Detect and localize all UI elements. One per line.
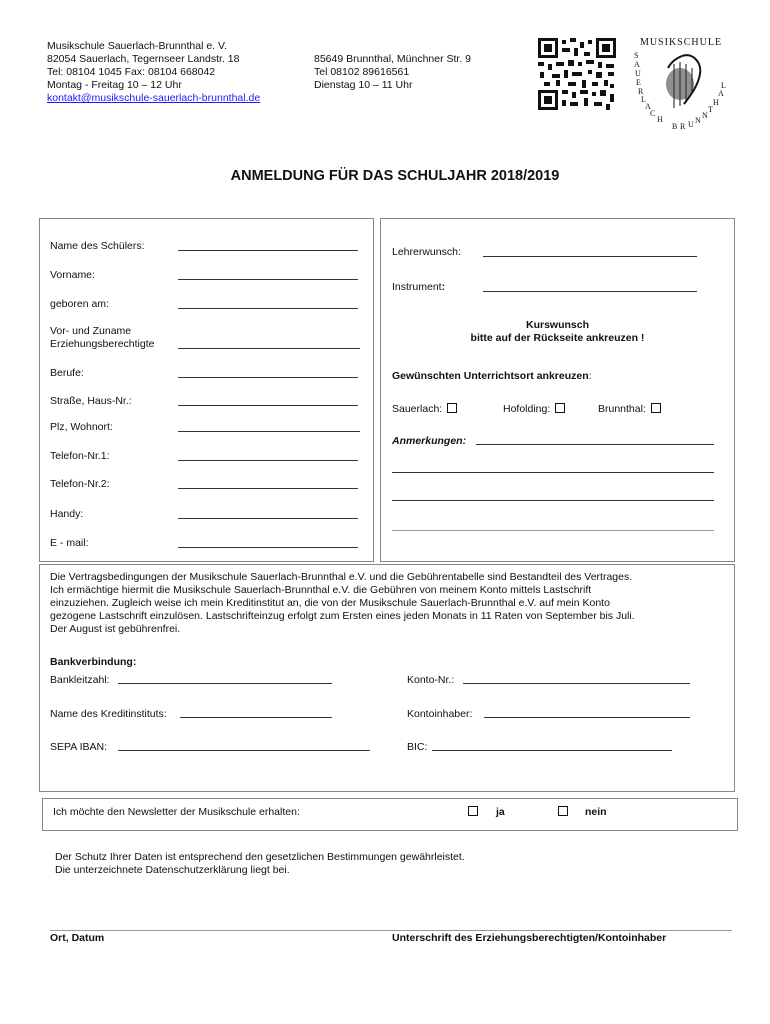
qr-code-icon (538, 38, 616, 110)
checkbox-brunnthal[interactable] (651, 403, 661, 413)
address-line: Musikschule Sauerlach-Brunnthal e. V. (47, 40, 227, 52)
label-professions: Berufe: (50, 367, 84, 379)
newsletter-yes-label: ja (496, 806, 505, 818)
label-birthdate: geboren am: (50, 298, 109, 310)
field-remarks-2[interactable] (392, 472, 714, 473)
field-remarks-3[interactable] (392, 500, 714, 501)
field-email[interactable] (178, 547, 358, 548)
label-bank-name: Name des Kreditinstituts: (50, 708, 167, 720)
email-link[interactable]: kontakt@musikschule-sauerlach-brunnthal.de (47, 92, 261, 104)
label-street: Straße, Haus-Nr.: (50, 395, 132, 407)
checkbox-newsletter-yes[interactable] (468, 806, 478, 816)
field-professions[interactable] (178, 377, 358, 378)
label-phone-2: Telefon-Nr.2: (50, 478, 110, 490)
field-street[interactable] (178, 405, 358, 406)
course-section (380, 218, 735, 562)
field-remarks-1[interactable] (476, 444, 714, 445)
label-mobile: Handy: (50, 508, 84, 520)
location-title: Gewünschten Unterrichtsort ankreuzen: (392, 370, 592, 382)
label-guardian-name-1: Vor- und Zuname (50, 325, 132, 337)
label-zip-city: Plz, Wohnort: (50, 421, 113, 433)
label-bic: BIC: (407, 741, 428, 753)
label-iban: SEPA IBAN: (50, 741, 107, 753)
school-logo-icon (628, 34, 734, 134)
label-place-date: Ort, Datum (50, 932, 105, 944)
field-bank-name[interactable] (180, 717, 332, 718)
address-line: 82054 Sauerlach, Tegernseer Landstr. 18 (47, 53, 240, 65)
newsletter-no-label: nein (585, 806, 607, 818)
address-line: Tel: 08104 1045 Fax: 08104 668042 (47, 66, 216, 78)
course-wish-title: Kurswunsch (525, 319, 589, 331)
label-teacher: Lehrerwunsch: (392, 246, 461, 258)
course-wish-hint: bitte auf der Rückseite ankreuzen ! (470, 332, 645, 344)
address-line: Tel 08102 89616561 (314, 66, 410, 78)
contract-text: Die Vertragsbedingungen der Musikschule Sauerlach-Brunnthal e.V. und die Gebührentabelle sind Bestandteil des Vertrages. Ich ermächtige hiermit die Musikschule Sauerlach-Brunnthal e.V. die Gebühren von meinem Konto mittels Lastschrift einzuziehen. Zugleich weise ich mein Kreditinstitut an, die von der Musikschule Sauerlach-Brunnthal e.V. auf mein Konto gezogene Lastschrift einzulösen. Lastschrifteinzug erfolgt zum Ersten eines jeden Monats in 11 Raten von September bis Juli. Der August ist gebührenfrei. (50, 571, 635, 635)
label-bank-code: Bankleitzahl: (50, 674, 110, 686)
privacy-note: Der Schutz Ihrer Daten ist entsprechend den gesetzlichen Bestimmungen gewährleistet. Die unterzeichnete Datenschutzerklärung liegt bei. (55, 851, 465, 876)
checkbox-sauerlach[interactable] (447, 403, 457, 413)
label-phone-1: Telefon-Nr.1: (50, 450, 110, 462)
location-option-sauerlach[interactable]: Sauerlach: (392, 403, 457, 415)
label-instrument: Instrument: (392, 281, 446, 293)
address-line: Montag - Freitag 10 – 12 Uhr (47, 79, 182, 91)
newsletter-question: Ich möchte den Newsletter der Musikschule erhalten: (53, 806, 300, 818)
field-account-no[interactable] (463, 683, 690, 684)
label-email: E - mail: (50, 537, 89, 549)
label-account-holder: Kontoinhaber: (407, 708, 473, 720)
field-phone-1[interactable] (178, 460, 358, 461)
svg-text:SAUERLACH BRUNNTHAL: S A U E R LACH B R UNNTHAL (634, 51, 726, 131)
signature-line[interactable] (50, 930, 732, 931)
address-line: 85649 Brunnthal, Münchner Str. 9 (314, 53, 472, 65)
location-option-hofolding[interactable]: Hofolding: (503, 403, 565, 415)
field-iban[interactable] (118, 750, 370, 751)
field-account-holder[interactable] (484, 717, 690, 718)
field-birthdate[interactable] (178, 308, 358, 309)
location-option-brunnthal[interactable]: Brunnthal: (598, 403, 661, 415)
svg-text:MUSIKSCHULE: MUSIKSCHULE (639, 37, 723, 48)
bank-title: Bankverbindung: (50, 656, 137, 668)
field-first-name[interactable] (178, 279, 358, 280)
address-line: Dienstag 10 – 11 Uhr (314, 79, 413, 91)
field-guardian-name[interactable] (178, 348, 360, 349)
label-guardian-name-2: Erziehungsberechtigte (50, 338, 155, 350)
checkbox-hofolding[interactable] (555, 403, 565, 413)
field-teacher[interactable] (483, 256, 697, 257)
field-bic[interactable] (432, 750, 672, 751)
label-signature: Unterschrift des Erziehungsberechtigten/Kontoinhaber (392, 932, 667, 944)
label-account-no: Konto-Nr.: (407, 674, 455, 686)
school-address-block (47, 40, 260, 105)
field-phone-2[interactable] (178, 488, 358, 489)
field-zip-city[interactable] (178, 431, 360, 432)
field-bank-code[interactable] (118, 683, 332, 684)
field-remarks-4[interactable] (392, 530, 714, 531)
page-title: ANMELDUNG FÜR DAS SCHULJAHR 2018/2019 (230, 168, 560, 184)
branch-address-block (314, 53, 471, 92)
field-student-name[interactable] (178, 250, 358, 251)
label-student-name: Name des Schülers: (50, 240, 145, 252)
label-first-name: Vorname: (50, 269, 95, 281)
field-instrument[interactable] (483, 291, 697, 292)
label-remarks: Anmerkungen: (392, 435, 467, 447)
field-mobile[interactable] (178, 518, 358, 519)
checkbox-newsletter-no[interactable] (558, 806, 568, 816)
